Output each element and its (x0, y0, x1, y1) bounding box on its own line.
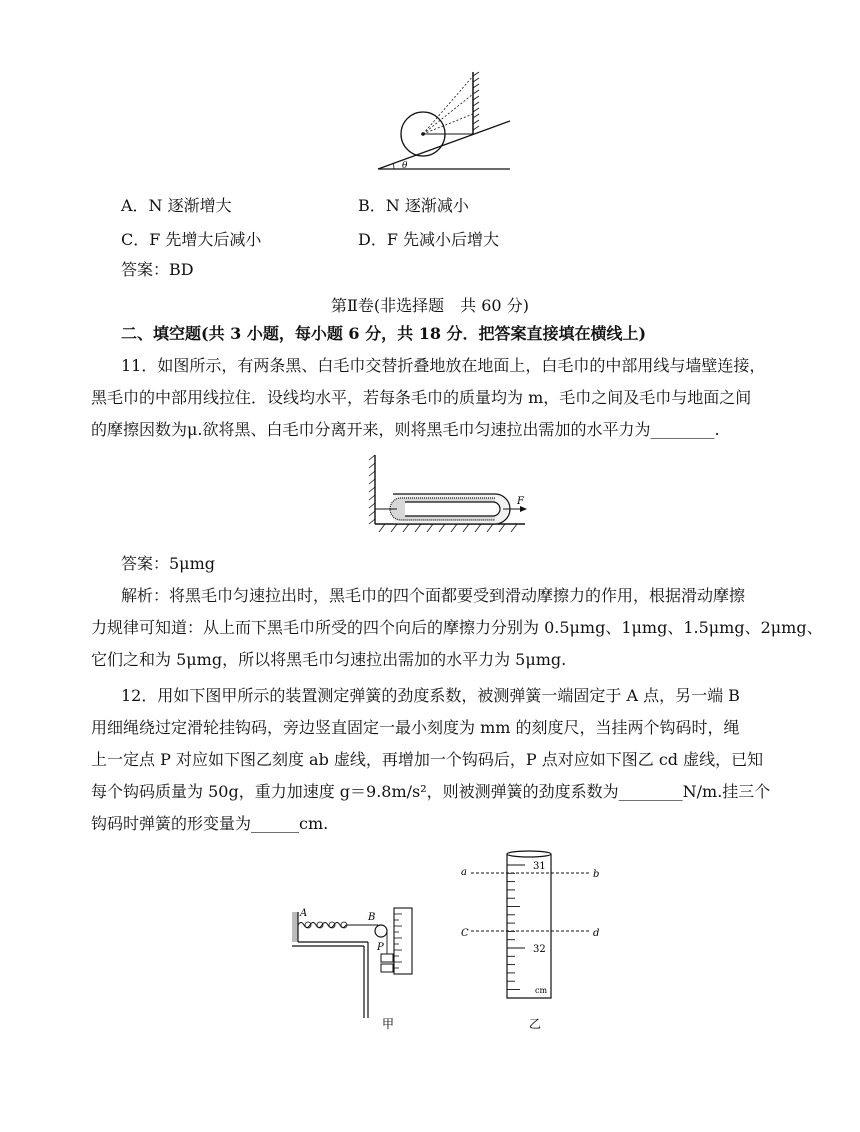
q12-line3: 上一定点 P 对应如下图乙刻度 ab 虚线，再增加一个钩码后，P 点对应如下图乙 cd 虚线，已知 (91, 750, 764, 769)
option-b: B．N 逐渐减小 (358, 196, 469, 215)
unit-cm: cm (535, 986, 548, 995)
q12-line1: 12．用如下图甲所示的装置测定弹簧的劲度系数，被测弹簧一端固定于 A 点，另一端 B (121, 686, 740, 705)
tick-32: 32 (533, 944, 546, 955)
label-a: a (461, 867, 467, 878)
q12-line2: 用细绳绕过定滑轮挂钩码，旁边竖直固定一最小刻度为 mm 的刻度尺，当挂两个钩码时，绳 (91, 718, 740, 737)
q12-line5: 钩码时弹簧的形变量为______cm. (91, 814, 329, 833)
option-a: A．N 逐渐增大 (121, 196, 232, 215)
tick-31: 31 (533, 861, 546, 872)
force-label: F (517, 496, 524, 507)
q12-line4: 每个钩码质量为 50g，重力加速度 g＝9.8m/s²，则被测弹簧的劲度系数为________N/m.挂三个 (91, 782, 771, 801)
analysis-line1: 解析：将黑毛巾匀速拉出时，黑毛巾的四个面都要受到滑动摩擦力的作用，根据滑动摩擦 (121, 586, 746, 605)
caption-yi: 乙 (529, 1017, 542, 1031)
q11-line3: 的摩擦因数为μ.欲将黑、白毛巾分离开来，则将黑毛巾匀速拉出需加的水平力为________. (91, 420, 720, 439)
incline-ball-figure (370, 66, 520, 176)
option-d: D．F 先减小后增大 (358, 230, 500, 249)
label-c: C (461, 928, 469, 939)
q11-line2: 黑毛巾的中部用线拉住．设线均水平，若每条毛巾的质量均为 m，毛巾之间及毛巾与地面之间 (91, 388, 752, 407)
caption-jia: 甲 (382, 1017, 395, 1031)
section-title: 第Ⅱ卷(非选择题 共 60 分) (331, 296, 529, 315)
spring-apparatus-figure (288, 900, 423, 1032)
theta-label: θ (402, 161, 408, 171)
label-A: A (300, 908, 308, 919)
label-b: b (593, 869, 600, 880)
towel-figure (365, 452, 530, 540)
option-c: C．F 先增大后减小 (121, 230, 262, 249)
label-d: d (593, 928, 600, 939)
ruler-reading-figure (455, 848, 610, 1034)
answer-10: 答案：BD (121, 260, 194, 279)
section-heading: 二、填空题(共 3 小题，每小题 6 分，共 18 分．把答案直接填在横线上) (121, 324, 647, 343)
analysis-line3: 它们之和为 5μmg，所以将黑毛巾匀速拉出需加的水平力为 5μmg. (91, 650, 567, 669)
q11-line1: 11．如图所示，有两条黑、白毛巾交替折叠地放在地面上，白毛巾的中部用线与墙壁连接， (121, 356, 766, 375)
analysis-line2: 力规律可知道：从上而下黑毛巾所受的四个向后的摩擦力分别为 0.5μmg、1μmg、1.5μmg、2μmg、 (91, 618, 823, 637)
label-B: B (368, 912, 376, 923)
label-P: P (377, 942, 384, 953)
answer-11: 答案：5μmg (121, 554, 215, 573)
